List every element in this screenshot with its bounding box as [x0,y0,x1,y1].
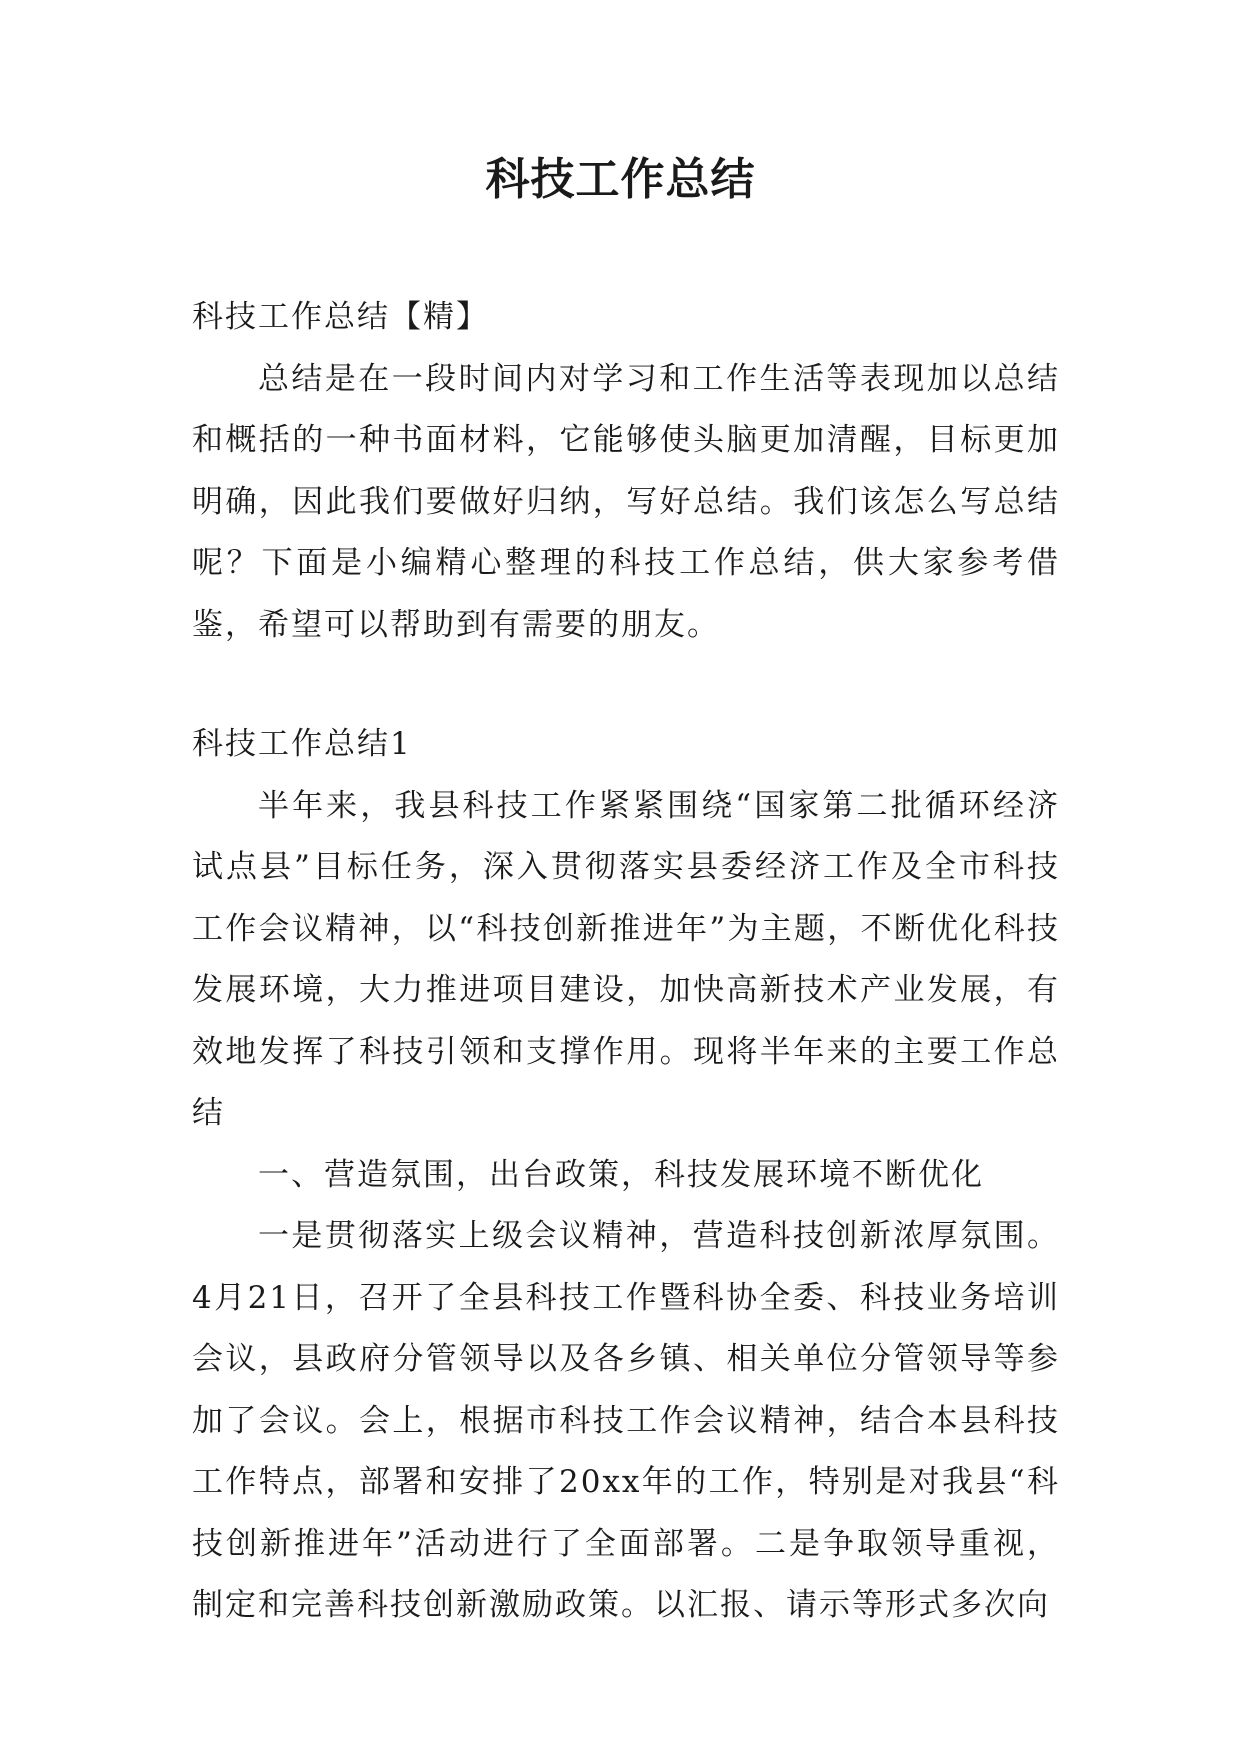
subsection-heading: 一、营造氛围，出台政策，科技发展环境不断优化 [258,1156,984,1193]
document-title: 科技工作总结 [485,154,756,205]
intro-paragraph: 总结是在一段时间内对学习和工作生活等表现加以总结和概括的一种书面材料，它能够使头脑更加清醒，目标更加明确，因此我们要做好归纳，写好总结。我们该怎么写总结呢？下面是小编精心整理的科技工作总结，供大家参考借鉴，希望可以帮助到有需要的朋友。 [192,360,1060,643]
document-subtitle: 科技工作总结【精】 [192,299,489,335]
document-body [192,287,1060,1637]
section-paragraph: 半年来，我县科技工作紧紧围绕“国家第二批循环经济试点县”目标任务，深入贯彻落实县委经济工作及全市科技工作会议精神，以“科技创新推进年”为主题，不断优化科技发展环境，大力推进项目建设，加快高新技术产业发展，有效地发挥了科技引领和支撑作用。现将半年来的主要工作总结 [192,787,1060,1131]
section-heading: 科技工作总结1 [192,726,412,762]
subsection-paragraph: 一是贯彻落实上级会议精神，营造科技创新浓厚氛围。4月21日，召开了全县科技工作暨科协全委、科技业务培训会议，县政府分管领导以及各乡镇、相关单位分管领导等参加了会议。会上，根据市科技工作会议精神，结合本县科技工作特点，部署和安排了20xx年的工作，特别是对我县“科技创新推进年”活动进行了全面部署。二是争取领导重视，制定和完善科技创新激励政策。以汇报、请示等形式多次向 [192,1218,1060,1623]
